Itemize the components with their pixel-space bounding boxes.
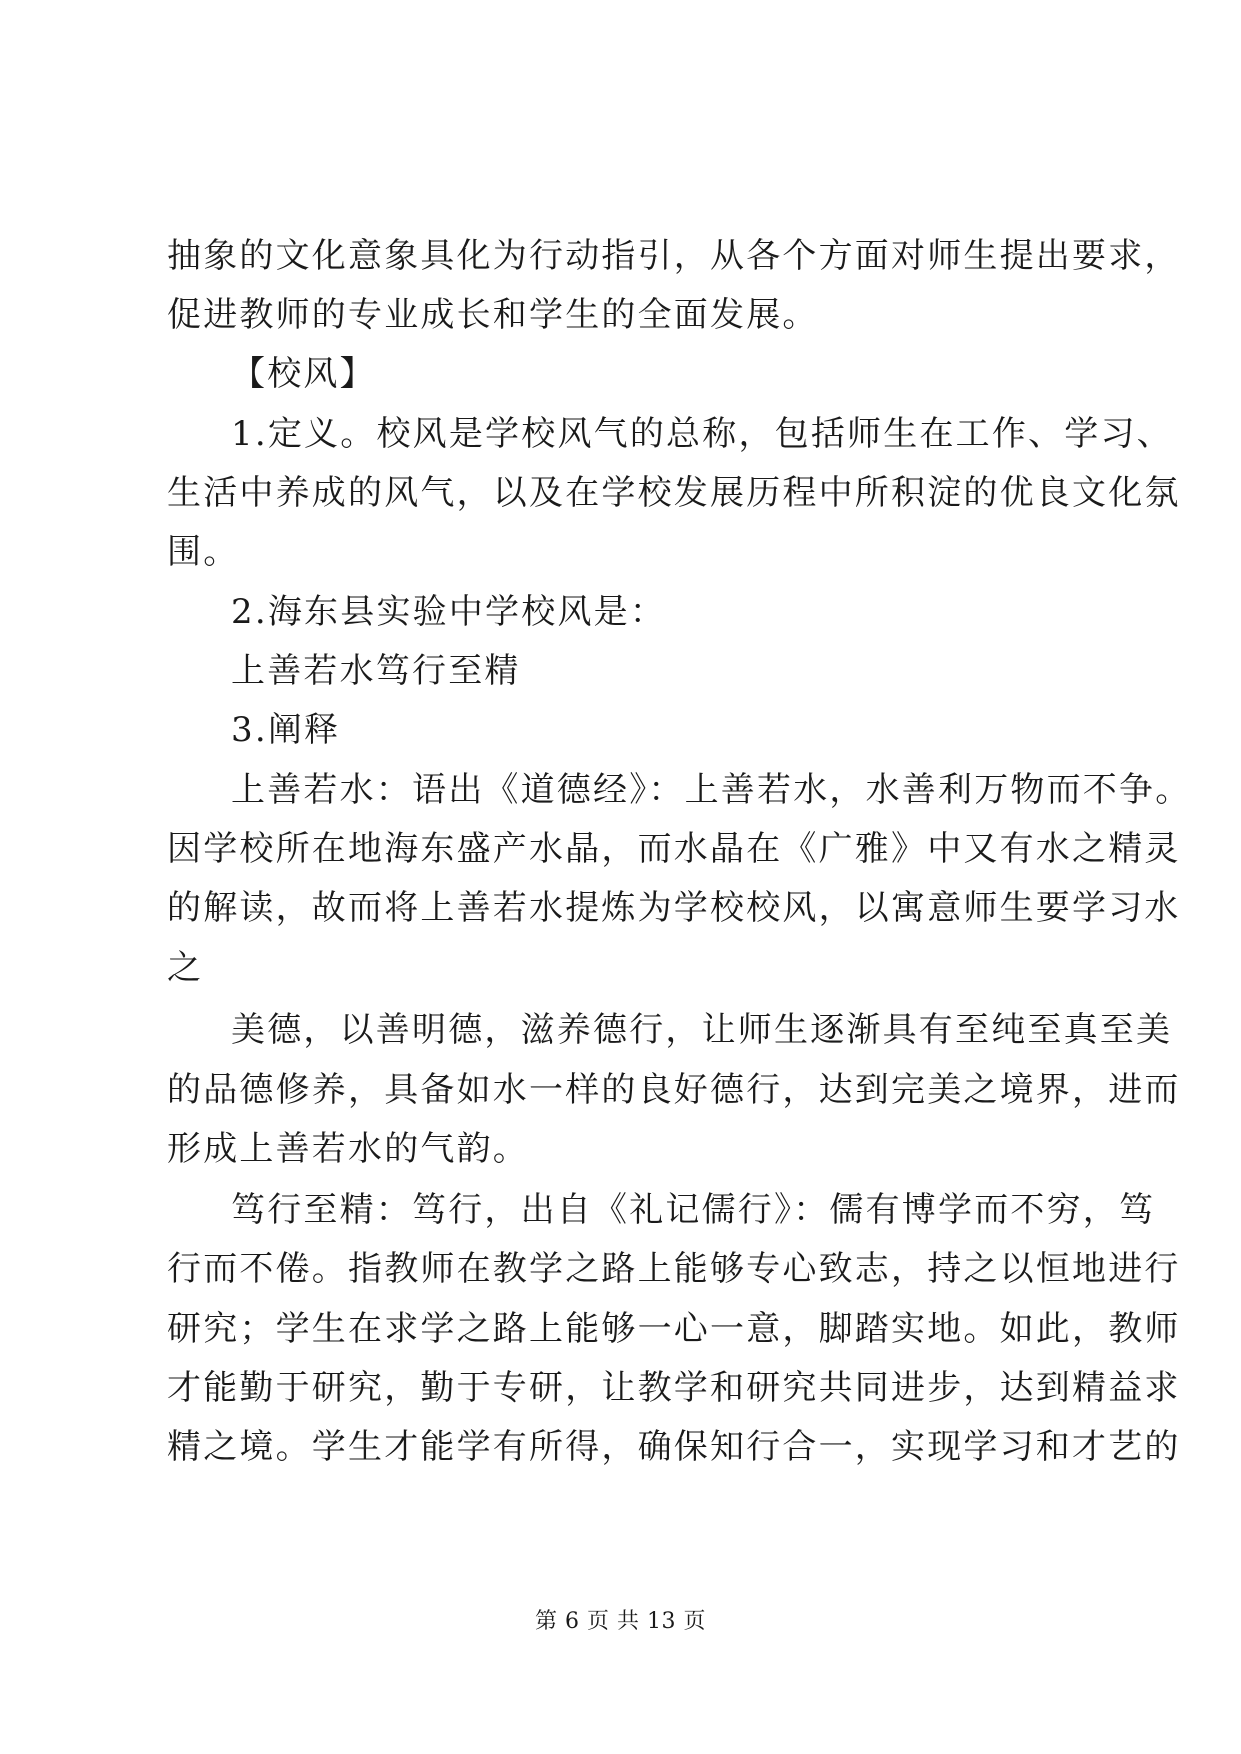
page-number-footer: 第 6 页 共 13 页 (535, 1609, 706, 1634)
text-line: 笃行至精：笃行，出自《礼记儒行》：儒有博学而不穷，笃 (231, 1190, 1156, 1230)
text-line: 因学校所在地海东盛产水晶，而水晶在《广雅》中又有水之精灵 (167, 829, 1181, 869)
text-line: 才能勤于研究，勤于专研，让教学和研究共同进步，达到精益求 (167, 1368, 1181, 1408)
text-line: 形成上善若水的气韵。 (167, 1129, 529, 1169)
text-line: 行而不倦。指教师在教学之路上能够专心致志，持之以恒地进行 (167, 1249, 1181, 1289)
text-line: 2.海东县实验中学校风是： (231, 592, 667, 632)
text-line: 美德，以善明德，滋养德行，让师生逐渐具有至纯至真至美 (231, 1010, 1173, 1050)
text-line: 的解读，故而将上善若水提炼为学校校风，以寓意师生要学习水 (167, 888, 1181, 928)
text-line: 促进教师的专业成长和学生的全面发展。 (167, 295, 819, 335)
text-line: 的品德修养，具备如水一样的良好德行，达到完美之境界，进而 (167, 1070, 1181, 1110)
text-line: 生活中养成的风气，以及在学校发展历程中所积淀的优良文化氛 (167, 473, 1181, 513)
text-line: 之 (167, 948, 204, 988)
text-line: 3.阐释 (231, 710, 341, 750)
text-line: 精之境。学生才能学有所得，确保知行合一，实现学习和才艺的 (167, 1427, 1181, 1467)
text-line: 1.定义。校风是学校风气的总称，包括师生在工作、学习、 (231, 414, 1173, 454)
text-line: 研究；学生在求学之路上能够一心一意，脚踏实地。如此，教师 (167, 1309, 1181, 1349)
text-line: 上善若水：语出《道德经》：上善若水，水善利万物而不争。 (231, 770, 1192, 810)
section-heading: 【校风】 (231, 354, 376, 394)
text-line: 抽象的文化意象具化为行动指引，从各个方面对师生提出要求， (167, 236, 1181, 276)
text-line: 围。 (167, 532, 240, 572)
motto-line: 上善若水笃行至精 (231, 651, 521, 691)
